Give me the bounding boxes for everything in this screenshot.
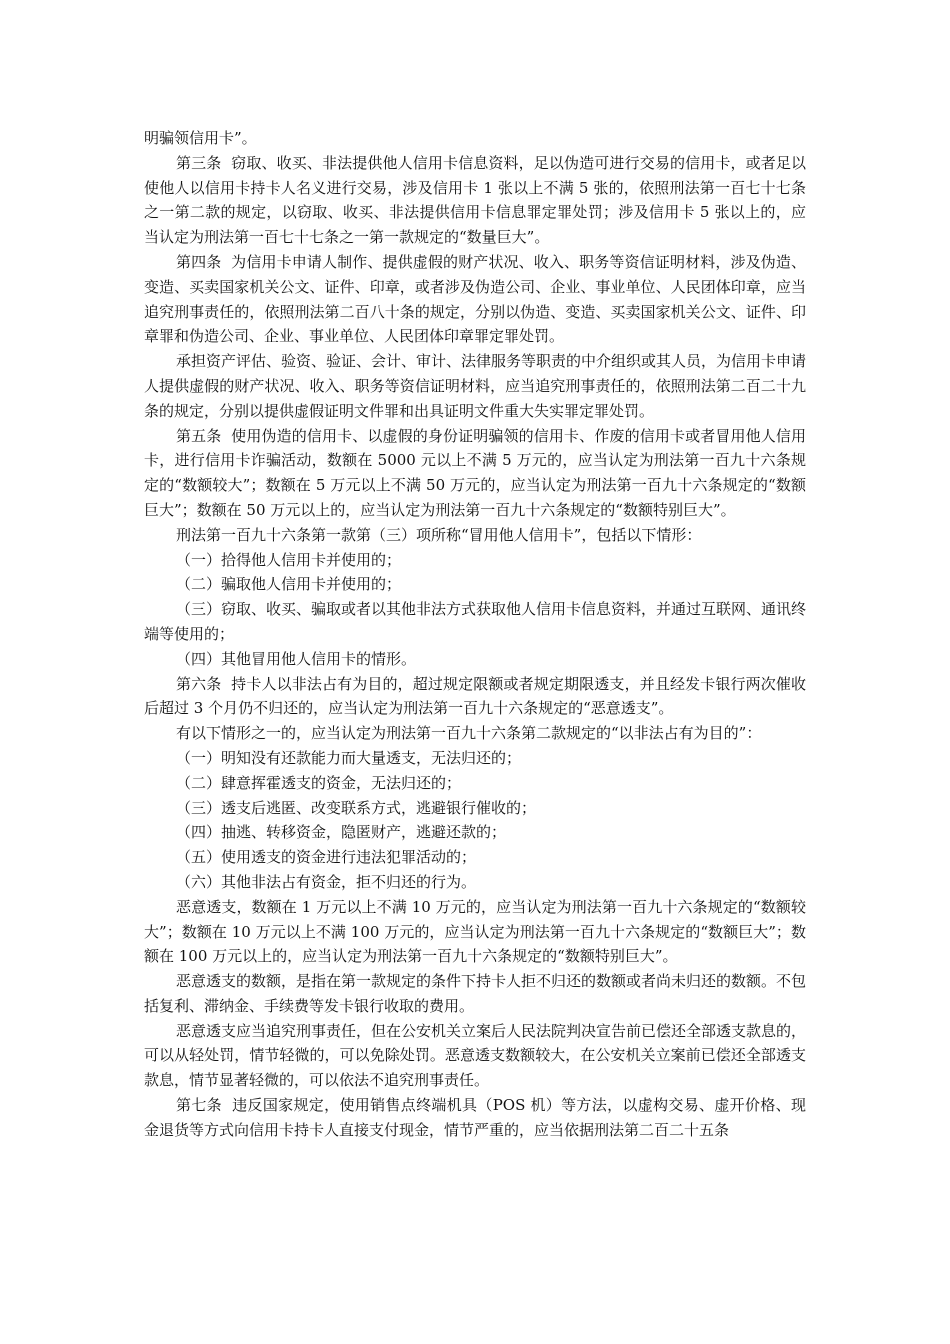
paragraph-article-7: 第七条 违反国家规定，使用销售点终端机具（POS 机）等方法，以虚构交易、虚开价格、现金退货等方式向信用卡持卡人直接支付现金，情节严重的，应当依据刑法第二百二十五条 [144,1096,806,1139]
paragraph: 恶意透支，数额在 1 万元以上不满 10 万元的，应当认定为刑法第一百九十六条规定的“数额较大”；数额在 10 万元以上不满 100 万元的，应当认定为刑法第一百九十六条规定的“数额巨大”；数额在 100 万元以上的，应当认定为刑法第一百九十六条规定的“数额特别巨大”。 [144,897,806,966]
paragraph: 刑法第一百九十六条第一款第（三）项所称“冒用他人信用卡”，包括以下情形： [176,525,702,544]
list-item: （一）明知没有还款能力而大量透支，无法归还的； [176,748,522,767]
paragraph: 明骗领信用卡”。 [144,129,257,147]
list-item: （二）骗取他人信用卡并使用的； [176,575,402,594]
paragraph: 恶意透支的数额，是指在第一款规定的条件下持卡人拒不归还的数额或者尚未归还的数额。不包括复利、滞纳金、手续费等发卡银行收取的费用。 [144,972,807,1015]
list-item: （三）窃取、收买、骗取或者以其他非法方式获取他人信用卡信息资料，并通过互联网、通讯终端等使用的； [144,600,807,643]
paragraph-article-6: 第六条 持卡人以非法占有为目的，超过规定限额或者规定期限透支，并且经发卡银行两次催收后超过 3 个月仍不归还的，应当认定为刑法第一百九十六条规定的“恶意透支”。 [144,674,806,718]
paragraph: 有以下情形之一的，应当认定为刑法第一百九十六条第二款规定的“以非法占有为目的”： [176,724,762,743]
paragraph: 承担资产评估、验资、验证、会计、审计、法律服务等职责的中介组织或其人员，为信用卡申请人提供虚假的财产状况、收入、职务等资信证明材料，应当追究刑事责任的，依照刑法第二百二十九条的规定，分别以提供虚假证明文件罪和出具证明文件重大失实罪定罪处罚。 [144,352,807,420]
list-item: （五）使用透支的资金进行违法犯罪活动的； [176,848,477,867]
list-item: （二）肆意挥霍透支的资金，无法归还的； [176,773,462,792]
paragraph-article-3: 第三条 窃取、收买、非法提供他人信用卡信息资料，足以伪造可进行交易的信用卡，或者足以使他人以信用卡持卡人名义进行交易，涉及信用卡 1 张以上不满 5 张的，依照刑法第一百七十七条之一第二款的规定，以窃取、收买、非法提供信用卡信息罪定罪处罚；涉及信用卡 5 张以上的，应当认定为刑法第一百七十七条之一第一款规定的“数量巨大”。 [144,153,806,247]
paragraph-article-4: 第四条 为信用卡申请人制作、提供虚假的财产状况、收入、职务等资信证明材料，涉及伪造、变造、买卖国家机关公文、证件、印章，或者涉及伪造公司、企业、事业单位、人民团体印章，应当追究刑事责任的，依照刑法第二百八十条的规定，分别以伪造、变造、买卖国家机关公文、证件、印章罪和伪造公司、企业、事业单位、人民团体印章罪定罪处罚。 [144,252,806,346]
list-item: （四）其他冒用他人信用卡的情形。 [176,649,417,668]
paragraph-article-5: 第五条 使用伪造的信用卡、以虚假的身份证明骗领的信用卡、作废的信用卡或者冒用他人信用卡，进行信用卡诈骗活动，数额在 5000 元以上不满 5 万元的，应当认定为刑法第一百九十六条规定的“数额较大”；数额在 5 万元以上不满 50 万元的，应当认定为刑法第一百九十六条规定的“数额巨大”；数额在 50 万元以上的，应当认定为刑法第一百九十六条规定的“数额特别巨大”。 [144,426,806,519]
paragraph: 恶意透支应当追究刑事责任，但在公安机关立案后人民法院判决宣告前已偿还全部透支款息的，可以从轻处罚，情节轻微的，可以免除处罚。恶意透支数额较大，在公安机关立案前已偿还全部透支款息，情节显著轻微的，可以依法不追究刑事责任。 [144,1021,807,1090]
list-item: （三）透支后逃匿、改变联系方式，逃避银行催收的； [176,798,537,817]
document-body [144,126,806,1143]
list-item: （四）抽逃、转移资金，隐匿财产，逃避还款的； [176,823,507,842]
list-item: （一）拾得他人信用卡并使用的； [176,550,402,569]
list-item: （六）其他非法占有资金，拒不归还的行为。 [176,872,477,891]
